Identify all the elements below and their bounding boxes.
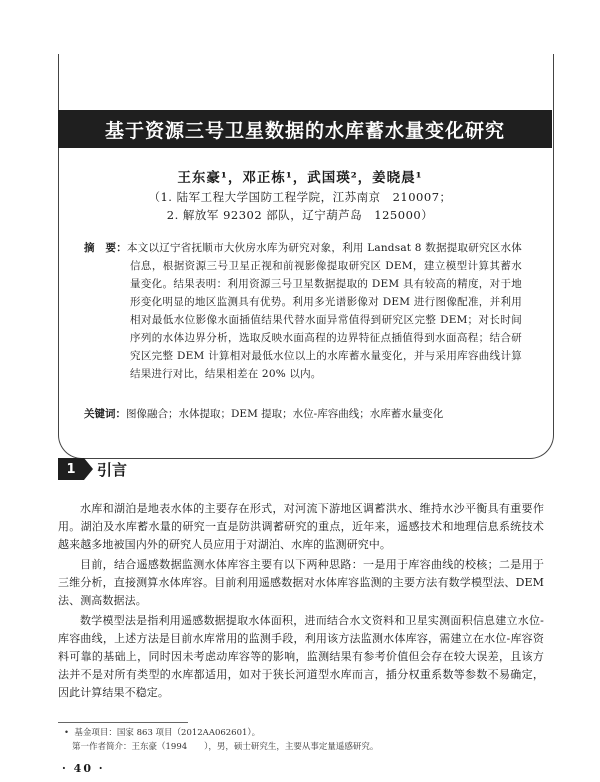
section-number: 1: [58, 458, 84, 480]
footnote-marker: •: [64, 728, 70, 738]
paragraph-3: 数学模型法是指利用遥感数据提取水体面积，进而结合水文资料和卫星实测面积信息建立水位-库容曲线，上述方法是目前水库常用的监测手段，利用该方法监测水体库容，需建立在水位-库容资料可靠的基础上，同时因未考虑动库容等的影响，监测结果有参考价值但会存在较大误差，且该方法并不是对所有类型的水库都适用，如对于狭长河道型水库而言，插分权重系数等参数不易确定，因此计算结果不稳定。: [58, 614, 544, 699]
affiliation-1: （1. 陆军工程大学国防工程学院，江苏南京 210007；: [148, 190, 452, 204]
title-band: [58, 110, 552, 148]
section-arrow-icon: [84, 458, 93, 480]
page-number: · 40 ·: [62, 762, 105, 775]
abstract-text: 本文以辽宁省抚顺市大伙房水库为研究对象，利用 Landsat 8 数据提取研究区水体信息，根据资源三号卫星正视和前视影像提取研究区 DEM，建立模型计算其蓄水量变化。结果表明：利用资源三号卫星数据提取的 DEM 具有较高的精度，对于地形变化明显的地区监测具有优势。利用多光谱影像对 DEM 进行图像配准，并利用相对最低水位影像水面插值结果代替水面异常值得到研究区完整 DEM；对长时间序列的水体边界分析，选取反映水面高程的边界特征点插值得到水面高程；结合研究区完整 DEM 计算相对最低水位以上的水库蓄水量变化，并与采用库容曲线计算结果进行对比，结果相差在 20% 以内。: [127, 242, 522, 380]
footnote-author: 第一作者简介：王东豪（1994 ），男，硕士研究生，主要从事定量遥感研究。: [72, 742, 379, 752]
footnote-funding-text: 基金项目：国家 863 项目（2012AA062601）。: [74, 728, 261, 738]
paragraph-1: 水库和湖泊是地表水体的主要存在形式，对河流下游地区调蓄洪水、维持水沙平衡具有重要作用。湖泊及水库蓄水量的研究一直是防洪调蓄研究的重点，近年来，遥感技术和地理信息系统技术越来越多地被国内外的研究人员应用于对湖泊、水库的监测研究中。: [58, 502, 544, 551]
abstract-body: [84, 239, 522, 383]
author-list: 王东豪¹，邓正栋¹，武国瑛²，姜晓晨¹: [177, 170, 423, 186]
footnote-funding: [64, 727, 534, 740]
section-heading: [58, 458, 127, 480]
keywords: [84, 405, 534, 423]
abstract: [84, 239, 522, 383]
keywords-label: 关键词：: [84, 408, 126, 420]
section-title: 引言: [97, 460, 128, 479]
keywords-text: 图像融合；水体提取；DEM 提取；水位-库容曲线；水库蓄水量变化: [126, 408, 444, 420]
article-title: 基于资源三号卫星数据的水库蓄水量变化研究: [104, 119, 505, 142]
paragraph-2: 目前，结合遥感数据监测水体库容主要有以下两种思路：一是用于库容曲线的校核；二是用于三维分析，直接测算水体库容。目前利用遥感数据对水体库容监测的主要方法有数学模型法、DEM 法、测高数据法。: [58, 558, 544, 607]
affiliation-2: 2. 解放军 92302 部队，辽宁葫芦岛 125000）: [166, 208, 434, 222]
abstract-label: 摘 要：: [84, 242, 128, 254]
footnote-divider: [58, 722, 188, 723]
